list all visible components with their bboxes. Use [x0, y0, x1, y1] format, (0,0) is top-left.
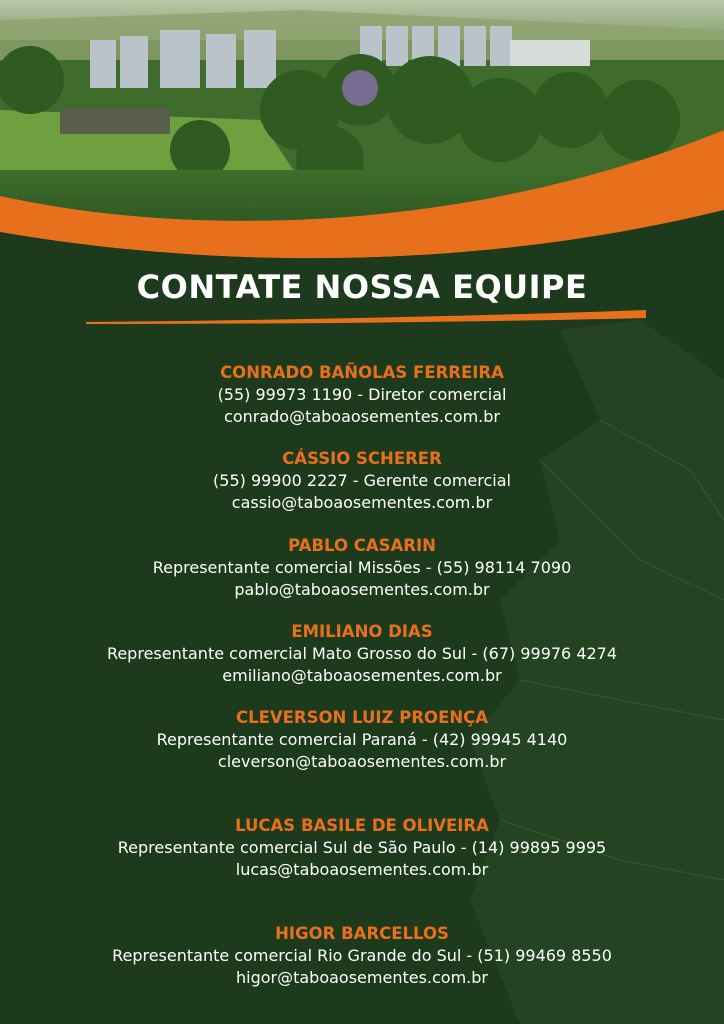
contact-card — [0, 535, 724, 601]
contact-email[interactable]: cassio@taboaosementes.com.br — [231, 493, 493, 512]
contact-email[interactable]: cleverson@taboaosementes.com.br — [217, 752, 507, 771]
contact-name: HIGOR BARCELLOS — [275, 924, 449, 943]
contact-info: (55) 99900 2227 - Gerente comercial — [213, 471, 511, 490]
contact-info: Representante comercial Rio Grande do Sul - (51) 99469 8550 — [112, 946, 612, 965]
contact-name: EMILIANO DIAS — [291, 622, 433, 641]
contact-name: CÁSSIO SCHERER — [282, 449, 442, 468]
contact-email[interactable]: pablo@taboaosementes.com.br — [234, 580, 490, 599]
contact-info: Representante comercial Mato Grosso do Sul - (67) 99976 4274 — [106, 644, 618, 663]
contact-email[interactable]: lucas@taboaosementes.com.br — [235, 860, 489, 879]
contact-name: CONRADO BAÑOLAS FERREIRA — [220, 363, 504, 382]
contact-card — [0, 923, 724, 989]
contact-info: Representante comercial Missões - (55) 98114 7090 — [152, 558, 572, 577]
contact-name: CLEVERSON LUIZ PROENÇA — [235, 708, 489, 727]
contact-info: Representante comercial Sul de São Paulo - (14) 99895 9995 — [117, 838, 607, 857]
contact-email[interactable]: conrado@taboaosementes.com.br — [224, 407, 500, 426]
contact-email[interactable]: higor@taboaosementes.com.br — [235, 968, 488, 987]
contact-card — [0, 621, 724, 687]
title-underline-swoosh — [86, 306, 646, 330]
contact-card — [0, 815, 724, 881]
page-title: CONTATE NOSSA EQUIPE — [136, 268, 588, 306]
hero-aerial-photo — [0, 0, 724, 300]
contact-card — [0, 448, 724, 514]
contact-email[interactable]: emiliano@taboaosementes.com.br — [222, 666, 502, 685]
contact-name: LUCAS BASILE DE OLIVEIRA — [235, 816, 489, 835]
contact-card — [0, 707, 724, 773]
contact-info: Representante comercial Paraná - (42) 99945 4140 — [156, 730, 568, 749]
contact-info: (55) 99973 1190 - Diretor comercial — [217, 385, 507, 404]
contact-name: PABLO CASARIN — [288, 536, 436, 555]
contact-card — [0, 362, 724, 428]
